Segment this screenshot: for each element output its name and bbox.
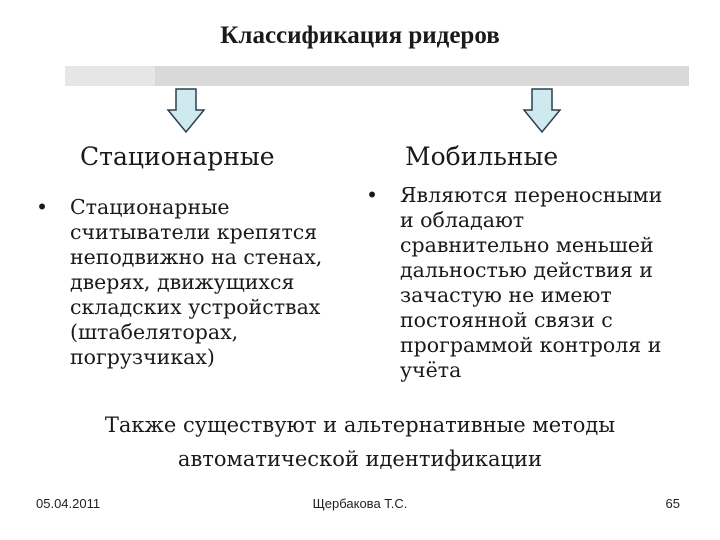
down-arrow-icon [166,88,206,134]
title-bar-accent [65,66,155,86]
bullet-icon: • [36,195,49,219]
stationary-description: Стационарные считыватели крепятся неподвижно на стенах, дверях, движущихся складских устройствах (штабеляторах, погрузчиках) [70,195,323,369]
footer-date: 05.04.2011 [36,496,101,511]
mobile-heading: Мобильные [405,142,559,171]
page-number: 65 [665,496,680,511]
title-underline-bar [65,66,689,86]
footer-author: Щербакова Т.С. [312,496,408,511]
down-arrow-icon [522,88,562,134]
slide-title: Классификация ридеров [220,22,500,49]
bullet-item [366,183,706,383]
stationary-heading: Стационарные [80,142,275,171]
bullet-icon: • [366,183,379,207]
stationary-column [36,195,366,370]
alternative-methods-note: Также существуют и альтернативные методы автоматической идентификации [104,413,616,471]
mobile-description: Являются переносными и обладают сравнительно меньшей дальностью действия и зачастую не имеют постоянной связи с программой контроля и учёта [400,183,663,382]
bullet-item [36,195,366,370]
mobile-column [366,183,706,383]
